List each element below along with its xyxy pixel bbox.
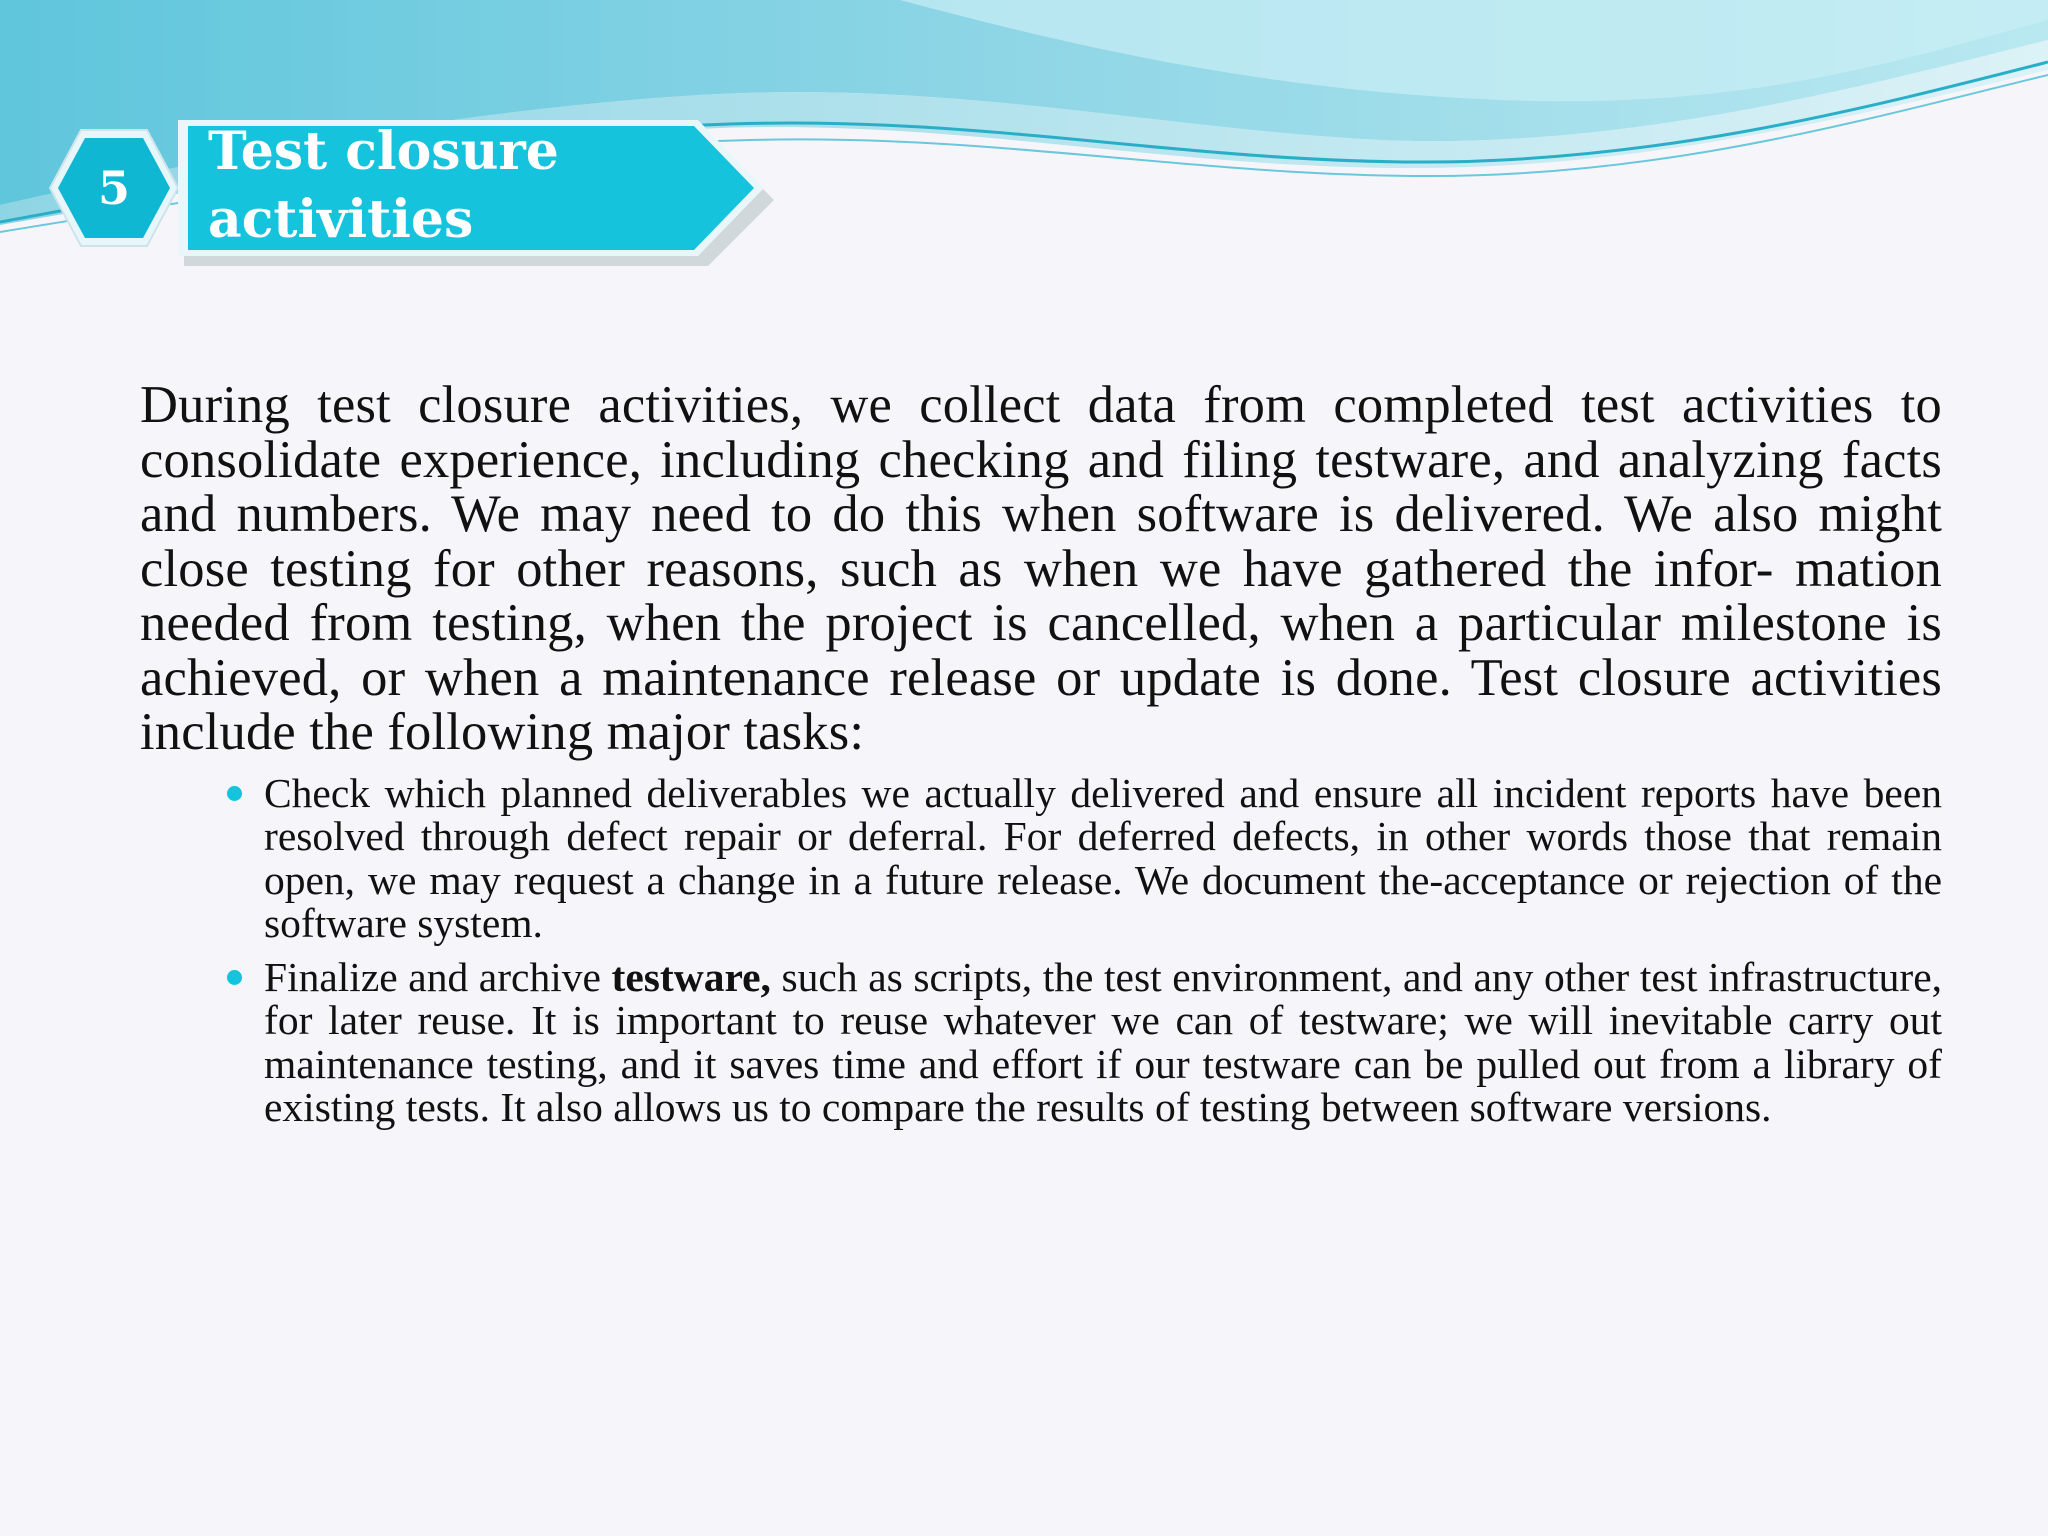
slide-title-line2: activities bbox=[208, 189, 474, 250]
bullet-dot-icon bbox=[227, 970, 242, 985]
list-item-text: Check which planned deliverables we actually delivered and ensure all incident reports have been resolved through defect repair or deferral. For deferred defects, in other words those that remain open, we may request a change in a future release. We document the-acceptance or rejection of the software system. bbox=[264, 769, 1942, 946]
list-item-text-before: Finalize and archive bbox=[264, 953, 612, 1000]
bullet-dot-icon bbox=[227, 786, 242, 801]
list-item-bold-term: testware, bbox=[611, 953, 771, 1000]
slide-body bbox=[140, 378, 1942, 1140]
task-list bbox=[140, 769, 1942, 1130]
slide-title bbox=[208, 118, 688, 254]
list-item bbox=[264, 953, 1942, 1130]
slide-number: 5 bbox=[97, 161, 130, 215]
list-item bbox=[264, 769, 1942, 946]
intro-paragraph: During test closure activities, we collect data from completed test activities to consolidate experience, including checking and filing testware, and analyzing facts and numbers. We may need to do this when software is delivered. We also might close testing for other reasons, such as when we have gathered the infor- mation needed from testing, when the project is cancelled, when a particular milestone is achieved, or when a maintenance release or update is done. Test closure activities include the following major tasks: bbox=[140, 376, 1942, 761]
slide-title-line1: Test closure bbox=[208, 121, 559, 182]
list-item-text-after: such as scripts, the test environment, and any other test infrastructure, for later reuse. It is important to reuse whatever we can of testware; we will inevitable carry out maintenance testing, and it saves time and effort if our testware can be pulled out from a library of existing tests. It also allows us to compare the results of testing between software versions. bbox=[264, 953, 1942, 1130]
